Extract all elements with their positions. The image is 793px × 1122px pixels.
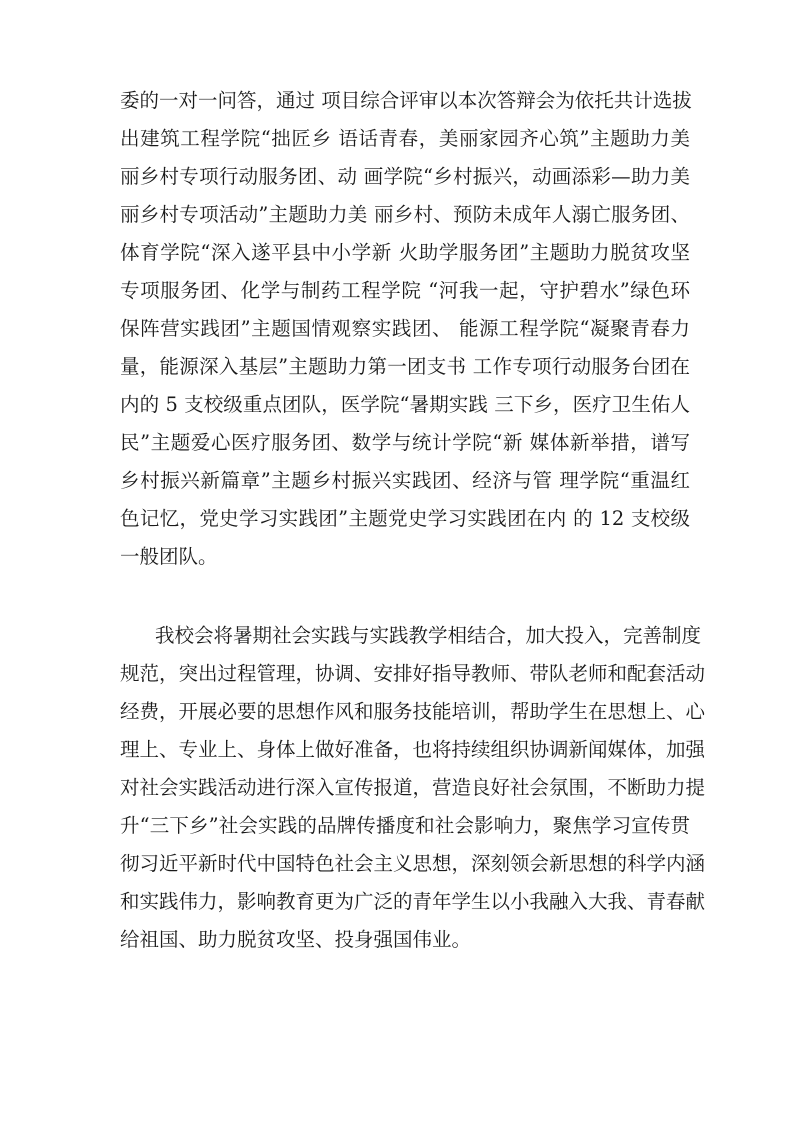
- paragraph-line: 民”主题爱心医疗服务团、数学与统计学院“新 媒体新举措，谱写: [120, 431, 690, 454]
- paragraph-line: 经费，开展必要的思想作风和服务技能培训，帮助学生在思想上、心: [120, 700, 706, 723]
- paragraph-line: 一般团队。: [120, 545, 218, 568]
- paragraph-line: 对社会实践活动进行深入宣传报道，营造良好社会氛围，不断助力提: [120, 776, 706, 799]
- paragraph-line: 给祖国、助力脱贫攻坚、投身强国伟业。: [120, 928, 472, 951]
- paragraph-line: 理上、专业上、身体上做好准备，也将持续组织协调新闻媒体，加强: [120, 738, 706, 761]
- paragraph-line: 体育学院“深入遂平县中小学新 火助学服务团”主题助力脱贫攻坚: [120, 241, 690, 264]
- paragraph-line: 委的一对一问答，通过 项目综合评审以本次答辩会为依托共计选拔: [120, 89, 692, 112]
- paragraph-line: 保阵营实践团”主题国情观察实践团、 能源工程学院“凝聚青春力: [120, 317, 690, 340]
- paragraph-line: 彻习近平新时代中国特色社会主义思想，深刻领会新思想的科学内涵: [120, 852, 706, 875]
- paragraph-line: 丽乡村专项行动服务团、动 画学院“乡村振兴，动画添彩—助力美: [120, 165, 690, 188]
- paragraph-line: 乡村振兴新篇章”主题乡村振兴实践团、经济与管 理学院“重温红: [120, 469, 690, 492]
- paragraph-line: 内的 5 支校级重点团队，医学院“暑期实践 三下乡，医疗卫生佑人: [120, 393, 690, 416]
- paragraph-line: 色记忆，党史学习实践团”主题党史学习实践团在内 的 12 支校级: [120, 507, 690, 530]
- paragraph-line: 专项服务团、化学与制药工程学院 “河我一起，守护碧水”绿色环: [120, 279, 690, 302]
- paragraph-line: 量，能源深入基层”主题助力第一团支书 工作专项行动服务台团在: [120, 355, 690, 378]
- paragraph-line: 和实践伟力，影响教育更为广泛的青年学生以小我融入大我、青春献: [120, 890, 706, 913]
- paragraph-line: 丽乡村专项活动”主题助力美 丽乡村、预防未成年人溺亡服务团、: [120, 203, 690, 226]
- paragraph-line: 升“三下乡”社会实践的品牌传播度和社会影响力，聚焦学习宣传贯: [120, 814, 690, 837]
- paragraph-line: 我校会将暑期社会实践与实践教学相结合，加大投入，完善制度: [155, 624, 702, 647]
- paragraph-line: 出建筑工程学院“拙匠乡 语话青春，美丽家园齐心筑”主题助力美: [120, 127, 690, 150]
- paragraph-line: 规范，突出过程管理，协调、安排好指导教师、带队老师和配套活动: [120, 662, 706, 685]
